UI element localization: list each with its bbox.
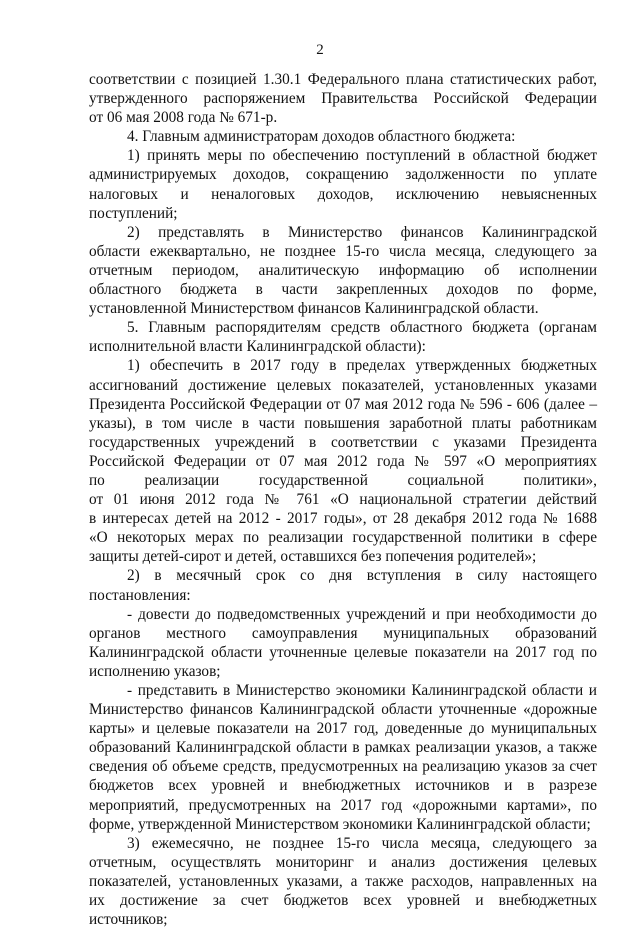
text-line: Российской Федерации от 07 мая 2012 года № 597 «О мероприятиях bbox=[89, 452, 597, 470]
text-line: в интересах детей на 2012 - 2017 годы», от 28 декабря 2012 года № 1688 bbox=[89, 510, 597, 528]
text-line: области ежеквартально, не позднее 15-го числа месяца, следующего за bbox=[89, 242, 597, 260]
text-line: ассигнований достижение целевых показателей, установленных указами bbox=[89, 376, 597, 394]
text-line: указы), в том числе в части повышения заработной платы работникам bbox=[89, 414, 597, 432]
text-line: 2) представлять в Министерство финансов Калининградской bbox=[127, 223, 597, 241]
text-line: постановления: bbox=[89, 586, 191, 604]
text-line: поступлений; bbox=[89, 204, 178, 222]
text-line: установленной Министерством финансов Калининградской области. bbox=[89, 300, 539, 318]
text-line: государственных учреждений в соответствии с указами Президента bbox=[89, 433, 597, 451]
text-line: Президента Российской Федерации от 07 мая 2012 года № 596 - 606 (далее – bbox=[89, 395, 597, 413]
text-line: областного бюджета в части закрепленных доходов по форме, bbox=[89, 281, 597, 299]
text-line: Калининградской области уточненные целевые показатели на 2017 год по bbox=[89, 643, 597, 661]
text-line: бюджетов всех уровней и внебюджетных источников и в разрезе bbox=[89, 777, 597, 795]
text-line: отчетным периодом, аналитическую информацию об исполнении bbox=[89, 261, 597, 279]
text-line: «О некоторых мерах по реализации государственной политики в сфере bbox=[89, 529, 597, 547]
text-line: 3) ежемесячно, не позднее 15-го числа месяца, следующего за bbox=[127, 834, 597, 852]
text-line: - довести до подведомственных учреждений и при необходимости до bbox=[127, 605, 597, 623]
text-line: их достижение за счет бюджетов всех уровней и внебюджетных bbox=[89, 892, 597, 910]
text-line: 2) в месячный срок со дня вступления в силу настоящего bbox=[127, 567, 597, 585]
text-line: показателей, установленных указами, а также расходов, направленных на bbox=[89, 872, 597, 890]
text-line: по реализации государственной социальной политики», bbox=[89, 471, 597, 489]
text-line: 4. Главным администраторам доходов областного бюджета: bbox=[127, 128, 516, 146]
text-line: органов местного самоуправления муниципальных образований bbox=[89, 624, 597, 642]
text-line: Министерство финансов Калининградской области уточненные «дорожные bbox=[89, 701, 597, 719]
text-line: 1) принять меры по обеспечению поступлений в областной бюджет bbox=[127, 147, 597, 165]
text-line: источников; bbox=[89, 911, 168, 929]
text-line: образований Калининградской области в рамках реализации указов, а также bbox=[89, 739, 597, 757]
text-line: защиты детей-сирот и детей, оставшихся без попечения родителей»; bbox=[89, 548, 537, 566]
text-line: исполнительной власти Калининградской области): bbox=[89, 338, 426, 356]
text-line: исполнению указов; bbox=[89, 662, 221, 680]
text-line: сведения об объеме средств, предусмотренных на реализацию указов за счет bbox=[89, 758, 597, 776]
text-line: - представить в Министерство экономики Калининградской области и bbox=[127, 682, 597, 699]
text-line: форме, утвержденной Министерством экономики Калининградской области; bbox=[89, 815, 591, 833]
text-line: администрируемых доходов, сокращению задолженности по уплате bbox=[89, 166, 597, 184]
text-line: утвержденного распоряжением Правительства Российской Федерации bbox=[89, 90, 597, 108]
text-line: налоговых и неналоговых доходов, исключению невыясненных bbox=[89, 185, 597, 203]
text-line: карты» и целевые показатели на 2017 год, доведенные до муниципальных bbox=[89, 720, 597, 738]
document-body bbox=[89, 70, 597, 929]
text-line: мероприятий, предусмотренных на 2017 год «дорожными картами», по bbox=[89, 796, 597, 814]
text-line: от 01 июня 2012 года № 761 «О национальной стратегии действий bbox=[89, 491, 597, 509]
text-line: 1) обеспечить в 2017 году в пределах утвержденных бюджетных bbox=[127, 357, 597, 375]
text-line: отчетным, осуществлять мониторинг и анализ достижения целевых bbox=[89, 853, 597, 871]
page-number: 2 bbox=[316, 42, 324, 58]
text-line: соответствии с позицией 1.30.1 Федерального плана статистических работ, bbox=[89, 71, 597, 88]
text-line: 5. Главным распорядителям средств областного бюджета (органам bbox=[127, 319, 597, 337]
text-line: от 06 мая 2008 года № 671-р. bbox=[89, 109, 278, 127]
